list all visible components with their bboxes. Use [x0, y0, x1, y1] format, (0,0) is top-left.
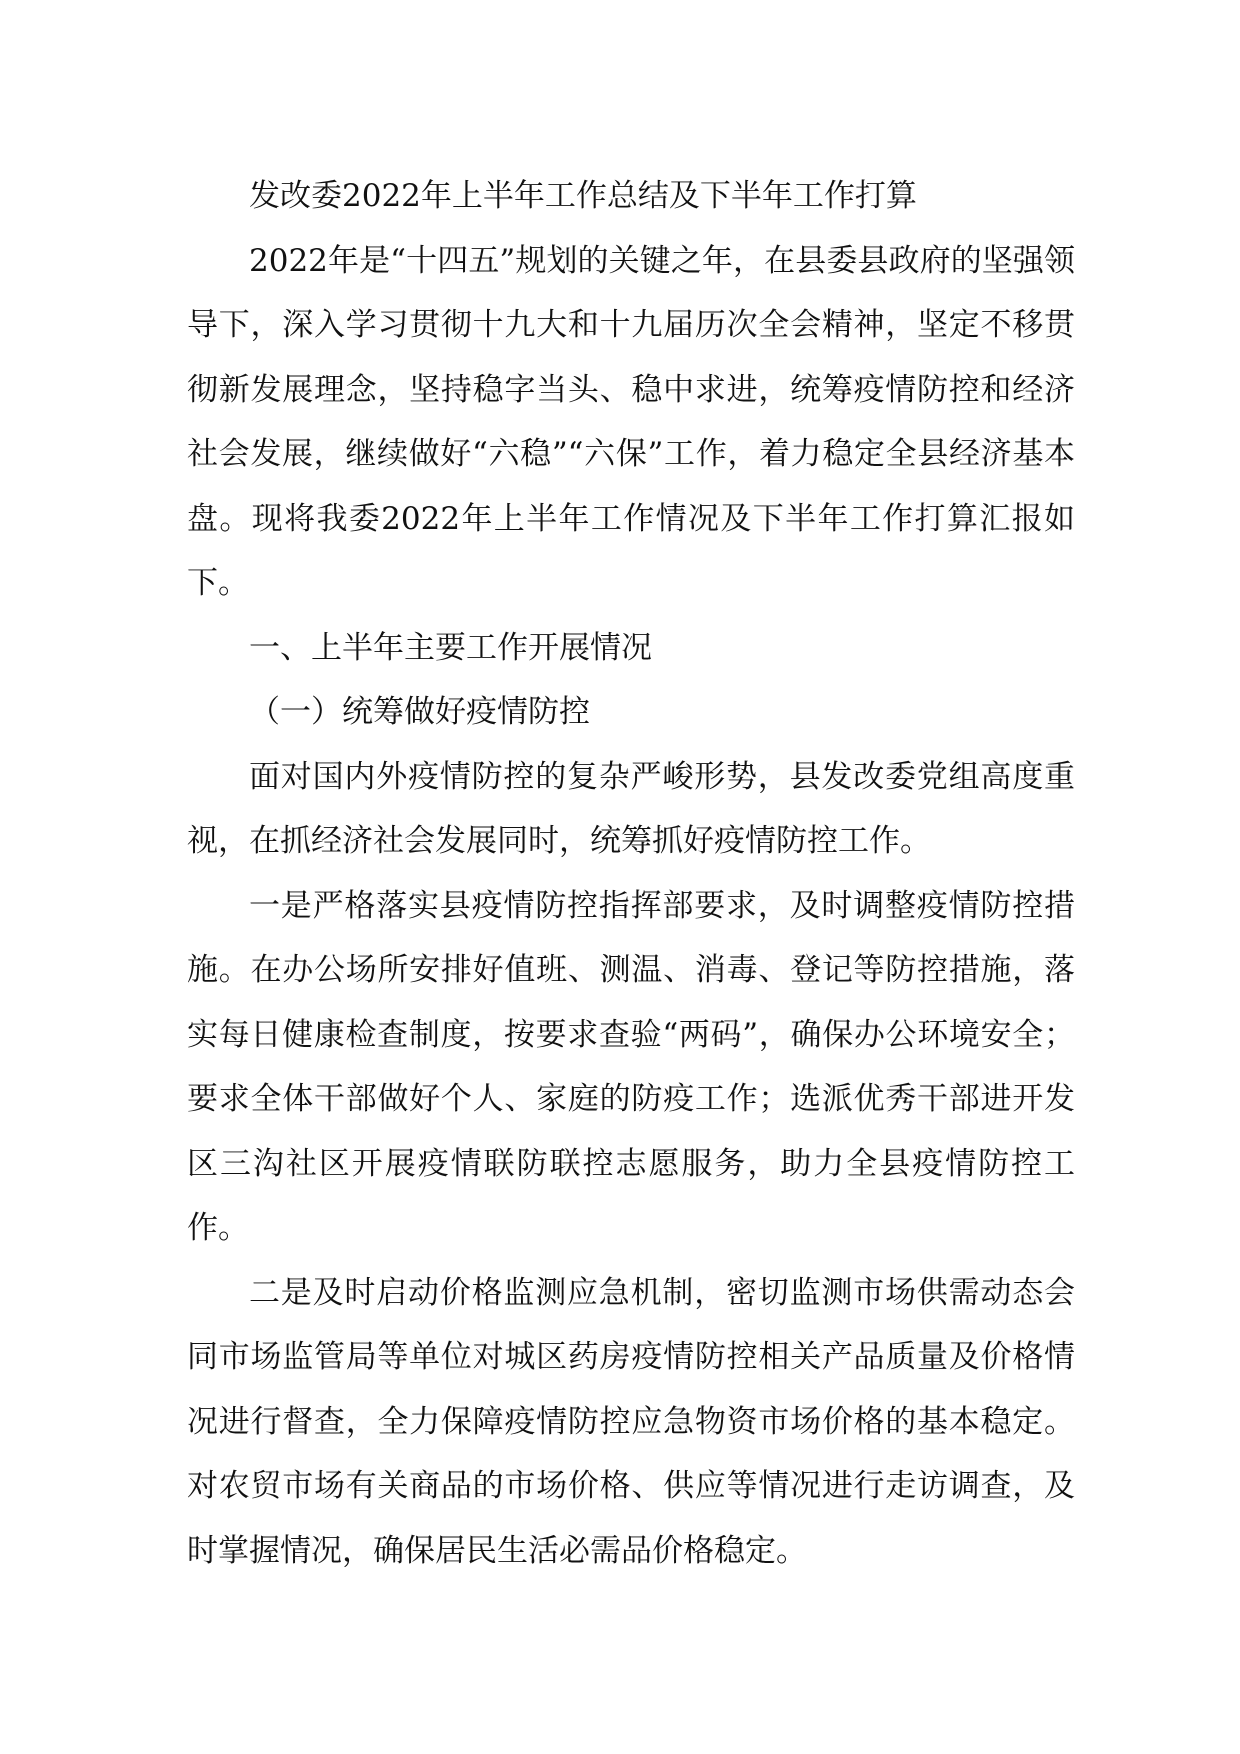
- intro-paragraph: 2022年是“十四五”规划的关键之年，在县委县政府的坚强领导下，深入学习贯彻十九大和十九届历次全会精神，坚定不移贯彻新发展理念，坚持稳字当头、稳中求进，统筹疫情防控和经济社会发展，继续做好“六稳”“六保”工作，着力稳定全县经济基本盘。现将我委2022年上半年工作情况及下半年工作打算汇报如下。: [187, 242, 1075, 601]
- document-title: 发改委2022年上半年工作总结及下半年工作打算: [249, 178, 917, 214]
- section-heading: 一、上半年主要工作开展情况: [249, 629, 652, 666]
- body-paragraph: 一是严格落实县疫情防控指挥部要求，及时调整疫情防控措施。在办公场所安排好值班、测温、消毒、登记等防控措施，落实每日健康检查制度，按要求查验“两码”，确保办公环境安全；要求全体干部做好个人、家庭的防疫工作；选派优秀干部进开发区三沟社区开展疫情联防联控志愿服务，助力全县疫情防控工作。: [187, 887, 1075, 1246]
- subsection-heading: （一）统筹做好疫情防控: [249, 694, 590, 730]
- body-paragraph: 二是及时启动价格监测应急机制，密切监测市场供需动态会同市场监管局等单位对城区药房疫情防控相关产品质量及价格情况进行督查，全力保障疫情防控应急物资市场价格的基本稳定。对农贸市场有关商品的市场价格、供应等情况进行走访调查，及时掌握情况，确保居民生活必需品价格稳定。: [187, 1274, 1075, 1569]
- body-paragraph: 面对国内外疫情防控的复杂严峻形势，县发改委党组高度重视，在抓经济社会发展同时，统筹抓好疫情防控工作。: [187, 758, 1075, 859]
- document-body: [187, 164, 1075, 1583]
